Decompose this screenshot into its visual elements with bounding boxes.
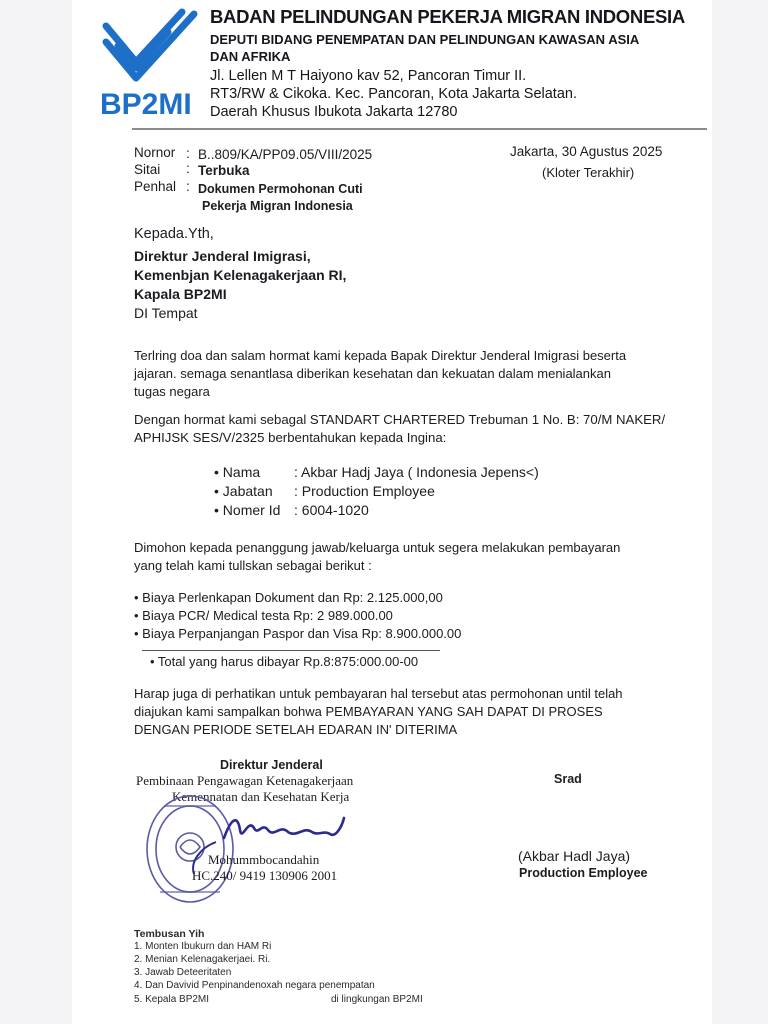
right-sign-role: Production Employee	[519, 866, 648, 880]
signature-icon	[218, 808, 348, 852]
tembusan-item-5-right: di lingkungan BP2MI	[331, 994, 423, 1005]
nomor-label: Nornor	[134, 145, 176, 160]
perihal-value-2: Pekerja Migran Indonesia	[202, 199, 353, 213]
para2-line-1: Dengan hormat kami sebagal STANDART CHARTERED Trebuman 1 No. B: 70/M NAKER/	[134, 412, 666, 427]
deputi-name: DEPUTI BIDANG PENEMPATAN DAN PELINDUNGAN KAWASAN ASIA DAN AFRIKA	[210, 32, 639, 64]
tembusan-item-3: 3. Jawab Deteeritaten	[134, 967, 232, 978]
address-line-3: Daerah Khusus Ibukota Jakarta 12780	[210, 104, 458, 120]
person-key-jabatan: • Jabatan	[214, 483, 273, 499]
tembusan-item-5: 5. Kepala BP2MI	[134, 994, 210, 1005]
greeting: Kepada.Yth,	[134, 226, 214, 242]
para4-line-1: Harap juga di perhatikan untuk pembayaran hal tersebut atas permohonan until telah	[134, 686, 623, 701]
tembusan-item-4: 4. Dan Davivid Penpinandenoxah negara penempatan	[134, 980, 375, 991]
person-value-nama: : Akbar Hadj Jaya ( Indonesia Jepens<)	[294, 464, 539, 480]
signatory-dept-2: Kemennatan dan Kesehatan Kerja	[172, 789, 350, 804]
signatory-title: Direktur Jenderal	[220, 758, 323, 772]
org-name: BADAN PELINDUNGAN PEKERJA MIGRAN INDONESIA	[210, 6, 685, 27]
recipient-line-3: Kapala BP2MI	[134, 286, 227, 302]
person-value-jabatan: : Production Employee	[294, 483, 435, 499]
fee-item-1: • Biaya Perlenkapan Dokument dan Rp: 2.125.000,00	[134, 590, 443, 605]
perihal-label: Penhal	[134, 179, 177, 194]
kloter-note: (Kloter Terakhir)	[542, 165, 635, 180]
fee-total: • Total yang harus dibayar Rp.8:875:000.00-00	[150, 654, 419, 669]
signatory-dept-1: Pembinaan Pengawagan Ketenagakerjaan	[136, 773, 354, 788]
nomor-colon: :	[186, 146, 190, 161]
right-sign-name: (Akbar Hadl Jaya)	[518, 848, 631, 864]
logo-text: BP2MI	[100, 88, 192, 118]
right-sign-label: Srad	[554, 772, 582, 786]
address-line-1: Jl. Lellen M T Haiyono kav 52, Pancoran Timur II.	[210, 68, 527, 84]
address-line-2: RT3/RW & Cikoka. Kec. Pancoran, Kota Jakarta Selatan.	[210, 86, 577, 102]
signatory-name: Mohummbocandahin	[208, 852, 320, 867]
total-divider	[142, 650, 440, 651]
signatory-nip: HC.240/ 9419 130906 2001	[192, 868, 338, 883]
para2-line-2: APHIJSK SES/V/2325 berbentahukan kepada Ingina:	[134, 430, 447, 445]
sifat-colon: :	[186, 161, 190, 176]
person-value-id: : 6004-1020	[294, 502, 369, 518]
tembusan-item-2: 2. Menian Kelenagakerjaei. Ri.	[134, 954, 271, 965]
para3-line-1: Dimohon kepada penanggung jawab/keluarga untuk segera melakukan pembayaran	[134, 540, 621, 555]
recipient-line-4: DI Tempat	[134, 305, 198, 321]
para4-line-2: diajukan kami sampalkan bohwa PEMBAYARAN YANG SAH DAPAT DI PROSES	[134, 704, 603, 719]
para1-line-1: Terlring doa dan salam hormat kami kepada Bapak Direktur Jenderal Imigrasi beserta	[134, 348, 627, 363]
place-date: Jakarta, 30 Agustus 2025	[510, 144, 663, 159]
recipient-line-2: Kemenbjan Kelenagakerjaan RI,	[134, 267, 347, 283]
sifat-value: Terbuka	[198, 163, 250, 178]
para1-line-2: jajaran. semaga senantlasa diberikan kesehatan dan kekuatan dalam menialankan	[134, 366, 611, 381]
tembusan-title: Tembusan Yih	[134, 928, 205, 940]
nomor-value: B..809/KA/PP09.05/VIII/2025	[198, 147, 373, 162]
sifat-label: Sitai	[134, 162, 161, 177]
bp2mi-logo-icon	[98, 6, 202, 118]
recipient-line-1: Direktur Jenderal Imigrasi,	[134, 248, 311, 264]
para3-line-2: yang telah kami tullskan sebagai berikut :	[134, 558, 372, 573]
fee-item-3: • Biaya Perpanjangan Paspor dan Visa Rp: 8.900.000.00	[134, 626, 462, 641]
person-key-nama: • Nama	[214, 464, 261, 480]
perihal-value-1: Dokumen Permohonan Cuti	[198, 182, 363, 196]
para4-line-3: DENGAN PERIODE SETELAH EDARAN IN' DITERIMA	[134, 722, 458, 737]
person-key-id: • Nomer Id	[214, 502, 281, 518]
letterhead-divider	[132, 128, 707, 130]
tembusan-item-1: 1. Monten Ibukurn dan HAM Ri	[134, 941, 272, 952]
fee-item-2: • Biaya PCR/ Medical testa Rp: 2 989.000.00	[134, 608, 393, 623]
para1-line-3: tugas negara	[134, 384, 210, 399]
perihal-colon: :	[186, 179, 190, 194]
